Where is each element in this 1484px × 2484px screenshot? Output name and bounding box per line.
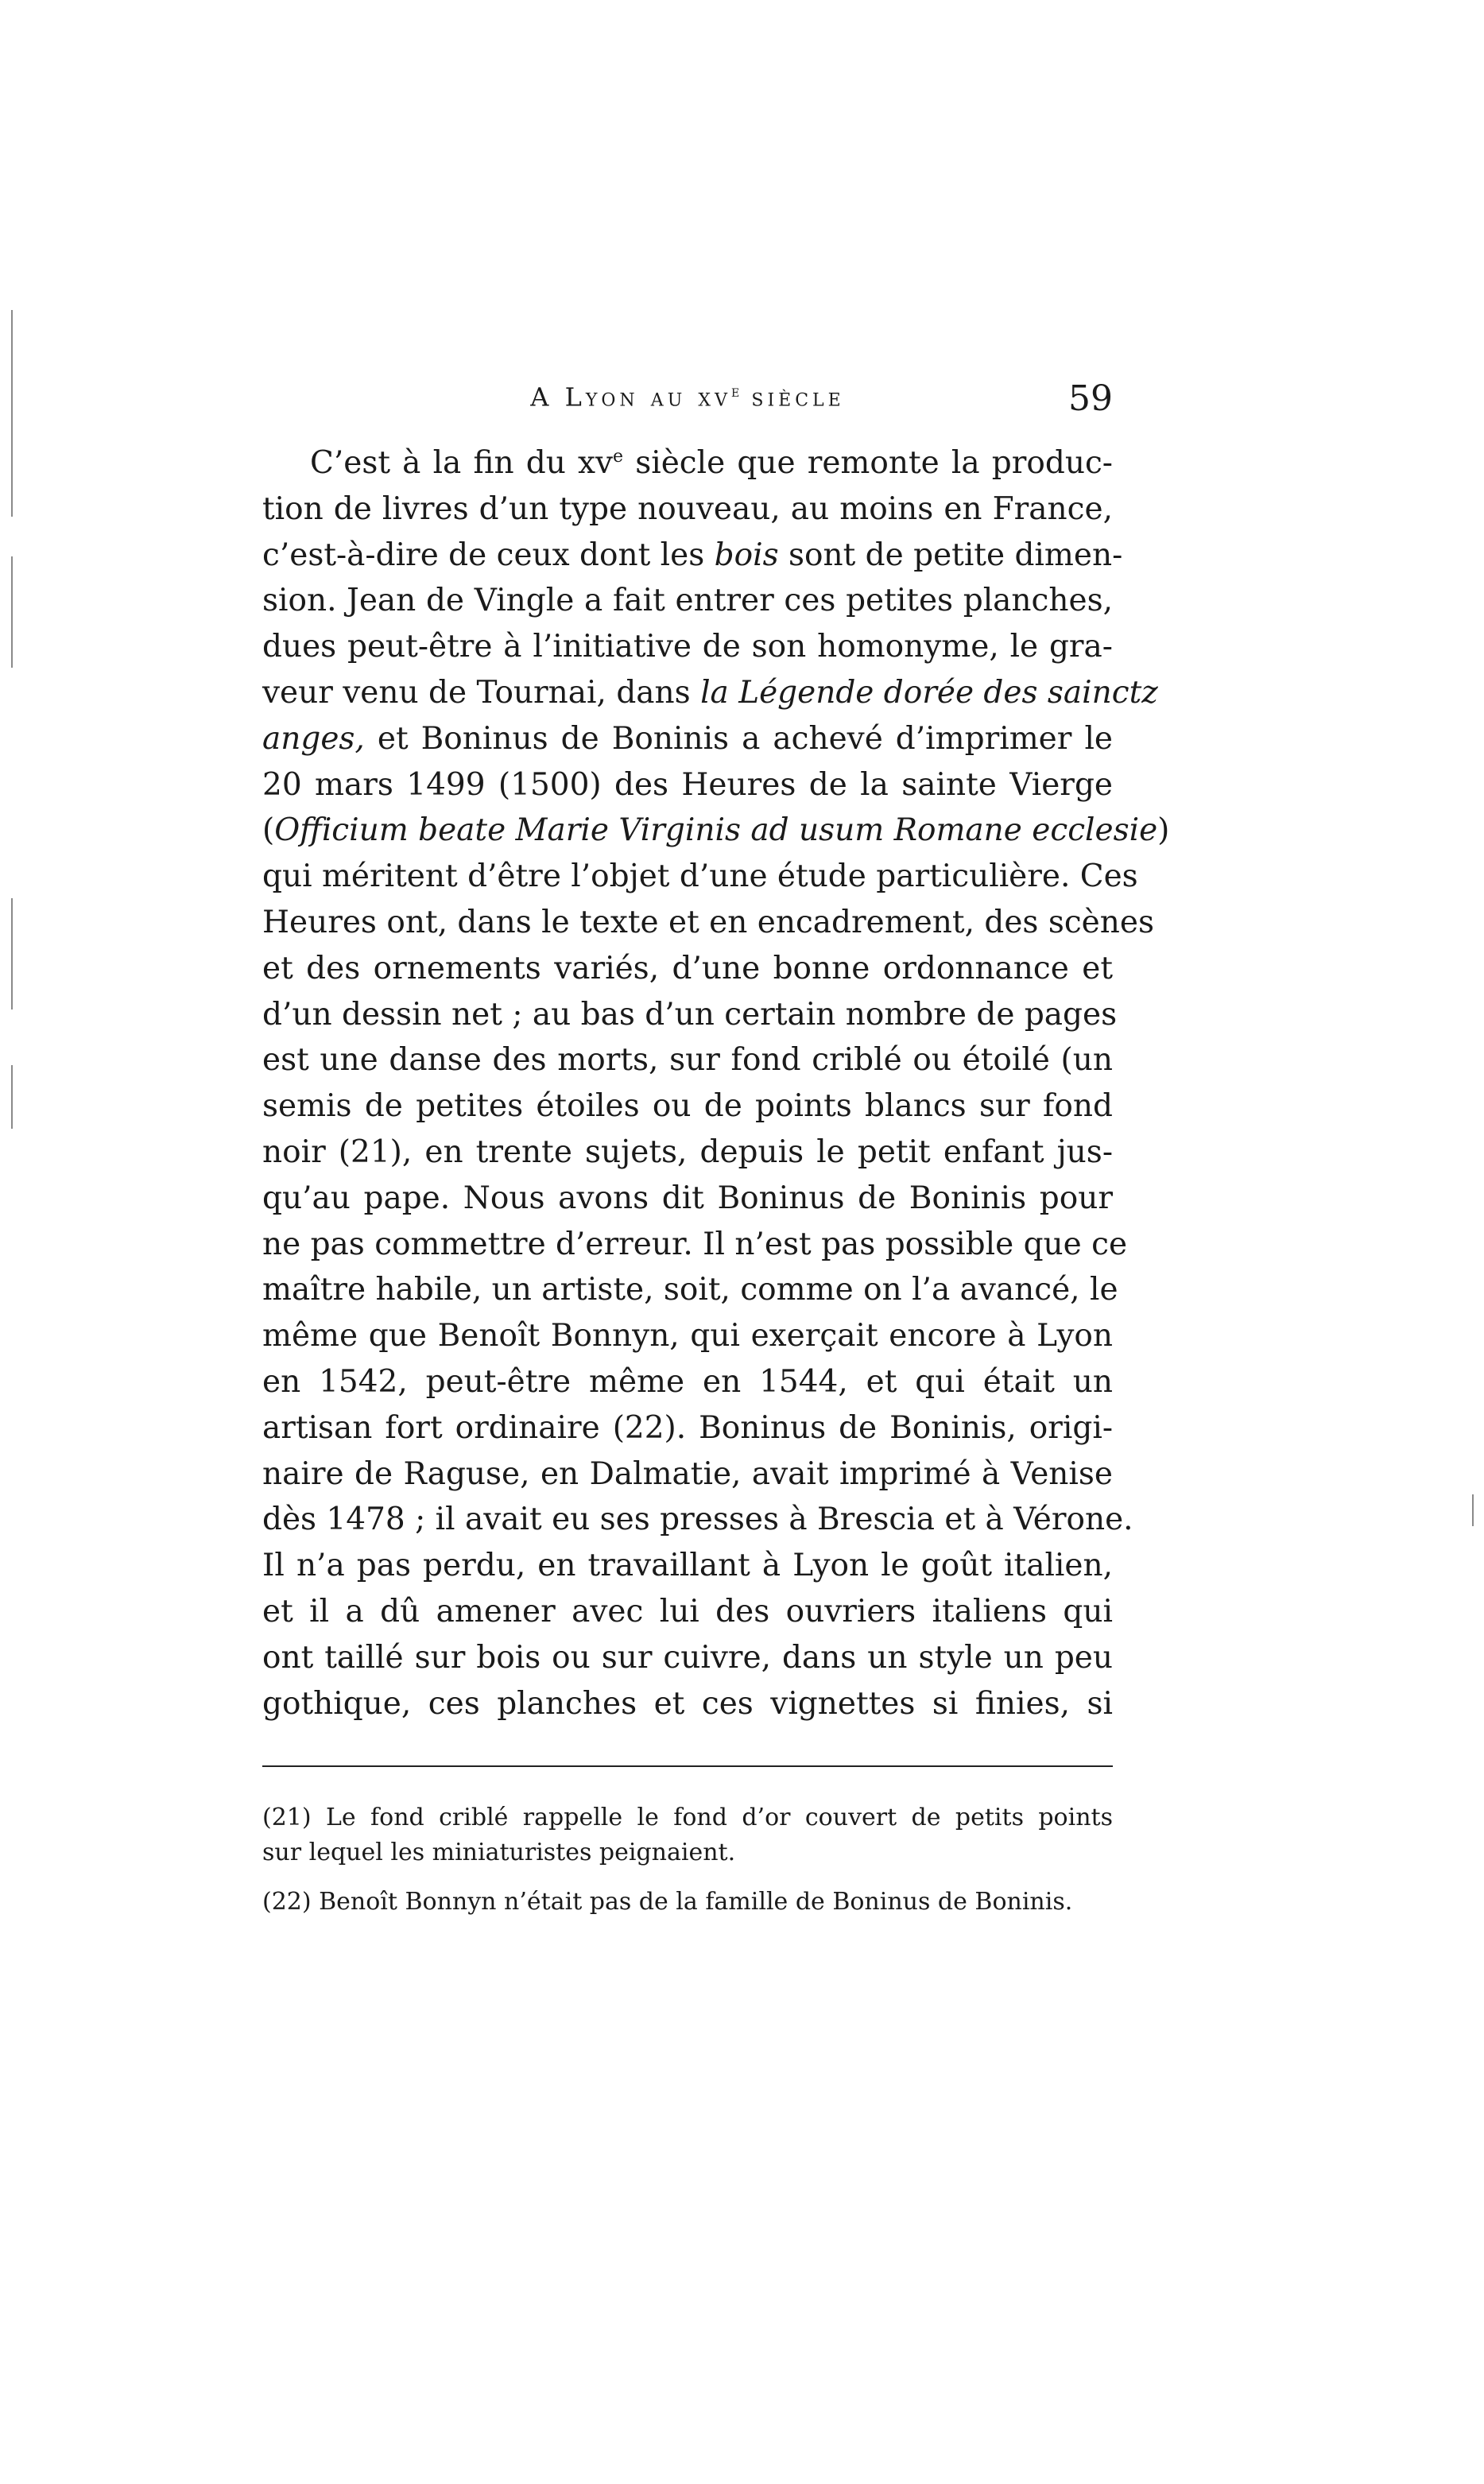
text-segment: et il a dû amener avec lui des ouvriers italiens qui: [262, 1593, 1113, 1630]
text-line: [262, 1359, 1113, 1405]
text-segment: c’est-à-dire de ceux dont les: [262, 537, 715, 573]
running-title-superscript: e: [730, 382, 740, 401]
italic-text: Officium beate Marie Virginis ad usum Romane ecclesie: [274, 812, 1158, 849]
text-segment: siècle que remonte la produc-: [623, 445, 1113, 481]
text-segment: noir (21), en trente sujets, depuis le petit enfant jus-: [262, 1133, 1113, 1170]
text-line: [262, 1083, 1113, 1130]
text-segment: et Boninus de Boninis a achevé d’imprimer le: [364, 720, 1113, 757]
footnote-rule: [262, 1765, 1113, 1767]
text-segment: semis de petites étoiles ou de points blancs sur fond: [262, 1088, 1113, 1125]
text-line: [262, 1313, 1113, 1359]
text-line: [262, 1130, 1113, 1176]
text-segment: dès 1478 ; il avait eu ses presses à Brescia et à Vérone.: [262, 1502, 1133, 1538]
text-line: [262, 624, 1113, 670]
text-line: [262, 440, 1113, 486]
text-line: [262, 762, 1113, 808]
text-line: [262, 992, 1118, 1038]
right-margin-mark: [1472, 1494, 1474, 1526]
text-segment: ): [1157, 812, 1170, 849]
footnote-21-line-2: sur lequel les miniaturistes peignaient.: [262, 1839, 736, 1866]
text-line: [262, 1267, 1118, 1313]
text-segment: (: [262, 812, 275, 849]
text-line: [262, 670, 1158, 716]
body-text: [262, 440, 1170, 1726]
footnote-21-line-1: (21) Le fond criblé rappelle le fond d’or couvert de petits points: [262, 1804, 1113, 1831]
left-margin-mark: [11, 310, 13, 517]
superscript: e: [613, 447, 624, 467]
text-segment: sont de petite dimen-: [778, 537, 1123, 573]
text-segment: ne pas commettre d’erreur. Il n’est pas possible que ce: [262, 1226, 1128, 1262]
text-line: [262, 1635, 1113, 1681]
running-title-text: A Lyon au xv: [530, 382, 731, 413]
text-line: [262, 486, 1113, 533]
italic-text: anges,: [262, 720, 365, 757]
text-segment: sion. Jean de Vingle a fait entrer ces petites planches,: [262, 583, 1113, 619]
text-line: [262, 1543, 1113, 1589]
text-segment: dues peut-être à l’initiative de son homonyme, le gra-: [262, 629, 1113, 665]
left-margin-mark: [11, 1065, 13, 1129]
text-line: [262, 1451, 1113, 1498]
left-margin-mark: [11, 898, 13, 1009]
text-segment: Heures ont, dans le texte et en encadrement, des scènes: [262, 904, 1154, 940]
text-line: [262, 1681, 1113, 1727]
text-segment: maître habile, un artiste, soit, comme on l’a avancé, le: [262, 1272, 1118, 1308]
text-line: [262, 1405, 1113, 1451]
text-segment: C’est à la fin du xv: [310, 445, 614, 481]
text-line: [262, 1497, 1133, 1543]
italic-text: bois: [714, 537, 779, 573]
running-title: [262, 382, 1113, 413]
running-header: [262, 378, 1113, 429]
text-line: [262, 578, 1113, 624]
text-segment: est une danse des morts, sur fond criblé ou étoilé (un: [262, 1042, 1113, 1079]
text-segment: Il n’a pas perdu, en travaillant à Lyon le goût italien,: [262, 1548, 1113, 1584]
text-line: [262, 808, 1170, 854]
text-segment: même que Benoît Bonnyn, qui exerçait encore à Lyon: [262, 1318, 1113, 1354]
text-line: [262, 1176, 1113, 1222]
text-segment: artisan fort ordinaire (22). Boninus de Boninis, origi-: [262, 1409, 1113, 1446]
text-line: [262, 900, 1154, 946]
page-number: 59: [1068, 378, 1113, 419]
text-segment: et des ornements variés, d’une bonne ordonnance et: [262, 950, 1113, 986]
text-segment: qui méritent d’être l’objet d’une étude particulière. Ces: [262, 858, 1138, 895]
text-line: [262, 533, 1123, 579]
footnotes: [262, 1800, 1113, 1920]
text-segment: veur venu de Tournai, dans: [262, 674, 701, 711]
text-line: [262, 854, 1138, 900]
left-margin-mark: [11, 556, 13, 668]
text-line: [262, 1589, 1113, 1635]
text-segment: qu’au pape. Nous avons dit Boninus de Boninis pour: [262, 1180, 1113, 1216]
text-line: [262, 716, 1113, 762]
text-segment: gothique, ces planches et ces vignettes si finies, si: [262, 1685, 1113, 1722]
italic-text: la Légende dorée des sainctz: [700, 674, 1158, 711]
running-title-text-end: siècle: [739, 382, 845, 413]
footnote-22: (22) Benoît Bonnyn n’était pas de la famille de Boninus de Boninis.: [262, 1888, 1073, 1916]
text-segment: naire de Raguse, en Dalmatie, avait imprimé à Venise: [262, 1455, 1113, 1492]
text-line: [262, 1037, 1113, 1083]
text-segment: 20 mars 1499 (1500) des Heures de la sainte Vierge: [262, 766, 1113, 803]
text-segment: ont taillé sur bois ou sur cuivre, dans un style un peu: [262, 1639, 1113, 1676]
text-segment: tion de livres d’un type nouveau, au moins en France,: [262, 490, 1113, 527]
text-line: [262, 946, 1113, 992]
text-line: [262, 1222, 1128, 1268]
text-segment: d’un dessin net ; au bas d’un certain nombre de pages: [262, 996, 1118, 1033]
text-segment: en 1542, peut-être même en 1544, et qui était un: [262, 1363, 1113, 1400]
